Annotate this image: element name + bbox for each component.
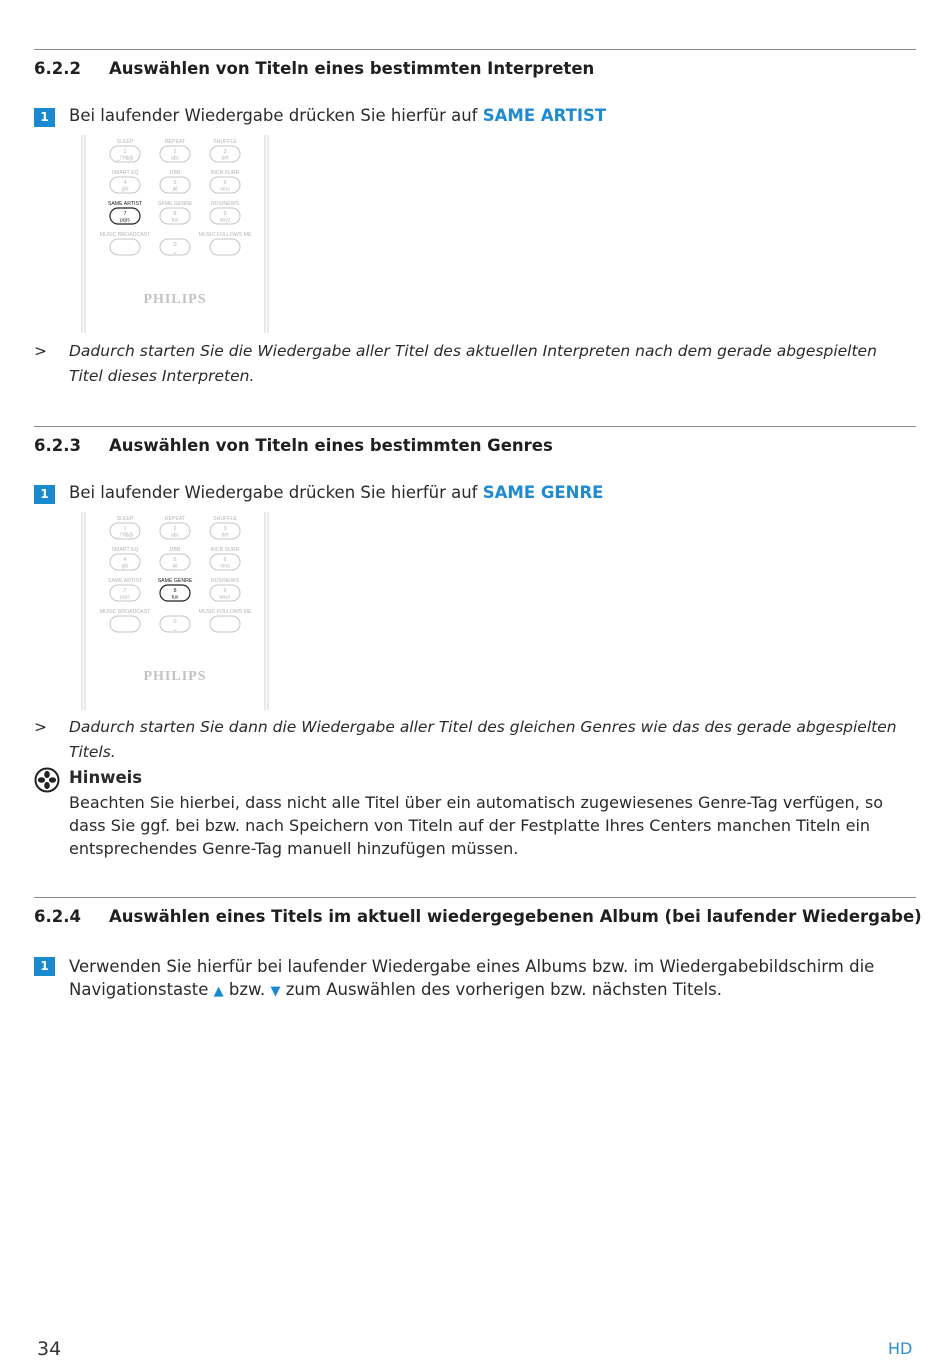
remote-key-label: INCR.SURR	[210, 170, 240, 176]
remote-key-label: MUSIC BROADCAST	[99, 609, 151, 615]
step-result	[34, 339, 909, 389]
remote-key-digit: 0	[173, 242, 177, 248]
remote-key-digit: 4	[123, 557, 127, 563]
remote-key-letters: ␣	[173, 625, 177, 632]
step-text: Bei laufender Wiedergabe drücken Sie hierfür auf	[69, 483, 478, 502]
section-divider	[34, 897, 916, 898]
remote-key-digit: 8	[173, 211, 177, 217]
remote-key	[210, 139, 240, 162]
note-title: Hinweis	[69, 768, 143, 787]
up-arrow-icon: ▲	[213, 984, 224, 999]
remote-key-label: SHUFFLE	[213, 139, 237, 145]
step-result	[34, 715, 909, 765]
section-title: Auswählen von Titeln eines bestimmten Genres	[109, 436, 553, 455]
remote-key	[199, 609, 252, 632]
remote-key-digit: 3	[223, 149, 227, 155]
remote-key-letters: tuv	[171, 594, 179, 601]
remote-key-label: SAME ARTIST	[107, 201, 143, 207]
remote-key-label: SMART EQ	[111, 170, 139, 176]
remote-key-label: REPEAT	[164, 139, 186, 145]
remote-key-letters: _!"#$@	[116, 155, 134, 162]
remote-key-digit: 3	[223, 526, 227, 532]
remote-key-label: SLEEP	[116, 139, 134, 145]
remote-key-digit: 1	[123, 149, 127, 155]
result-marker: >	[34, 718, 47, 736]
remote-key-digit: 6	[223, 557, 227, 563]
remote-key-letters: jkl	[172, 563, 178, 570]
remote-key	[100, 609, 151, 632]
remote-key	[160, 616, 190, 632]
step-text-line-2b: bzw.	[228, 980, 266, 999]
remote-key	[108, 578, 143, 601]
down-arrow-icon: ▼	[270, 984, 281, 999]
remote-key-digit: 2	[173, 526, 177, 532]
remote-key	[210, 516, 240, 539]
result-marker: >	[34, 342, 47, 360]
remote-key	[210, 578, 240, 601]
remote-key-letters: mno	[220, 563, 230, 570]
remote-key-letters: pqrs	[120, 594, 130, 601]
remote-key-letters: abc	[170, 155, 180, 162]
remote-key	[110, 139, 140, 162]
remote-key	[110, 516, 140, 539]
section-heading-6-2-2	[34, 59, 594, 78]
remote-key-letters: ghi	[121, 563, 129, 570]
remote-key-letters: wxyz	[219, 217, 231, 224]
remote-key-label: MUSIC BROADCAST	[99, 232, 151, 238]
remote-key-label: SAME ARTIST	[107, 578, 143, 584]
remote-key-digit: 1	[123, 526, 127, 532]
step-number-badge: 1	[34, 108, 55, 127]
remote-key-label: MUSIC FOLLOWS ME	[198, 609, 252, 615]
section-title: Auswählen eines Titels im aktuell wiedergegebenen Album (bei laufender Wiedergabe)	[109, 907, 922, 926]
section-divider	[34, 426, 916, 427]
remote-key-digit: 5	[173, 557, 177, 563]
remote-key-letters: ghi	[121, 186, 129, 193]
remote-key-label: DBB	[169, 547, 181, 553]
key-name-highlight: SAME ARTIST	[482, 106, 607, 125]
remote-key	[160, 516, 190, 539]
remote-control-illustration	[80, 512, 270, 710]
note-body: Beachten Sie hierbei, dass nicht alle Titel über ein automatisch zugewiesenes Genre-Tag verfügen, so dass Sie ggf. bei bzw. nach Speichern von Titeln auf der Festplatte Ihres Centers manchen Titeln ein entsprechendes Genre-Tag manuell hinzufügen müssen.	[69, 793, 883, 858]
remote-key	[158, 201, 193, 224]
section-divider	[34, 49, 916, 50]
brand-logo: PHILIPS	[143, 292, 207, 307]
remote-key	[160, 139, 190, 162]
remote-key-label: SHUFFLE	[213, 516, 237, 522]
remote-control-illustration	[80, 135, 270, 333]
section-number: 6.2.2	[34, 59, 81, 78]
remote-key-label: INCR.SURR	[210, 547, 240, 553]
remote-key	[160, 170, 190, 193]
remote-key-label: MUSIC FOLLOWS ME	[198, 232, 252, 238]
step-text-line-2c: zum Auswählen des vorherigen bzw. nächsten Titels.	[285, 980, 722, 999]
result-text: Dadurch starten Sie dann die Wiedergabe aller Titel des gleichen Genres wie das des gerade abgespielten Titels.	[69, 718, 897, 761]
key-name-highlight: SAME GENRE	[482, 483, 604, 502]
step-text-line-1: Verwenden Sie hierfür bei laufender Wiedergabe eines Albums bzw. im Wiedergabebildschirm die	[69, 957, 875, 976]
remote-key-digit: 8	[173, 588, 177, 594]
remote-key-letters: def	[221, 155, 229, 162]
remote-key-label: SAME GENRE	[157, 578, 193, 584]
remote-key-label: SMART EQ	[111, 547, 139, 553]
remote-key	[210, 201, 240, 224]
remote-key-digit: 7	[123, 588, 127, 594]
remote-key-letters: _!"#$@	[116, 532, 134, 539]
remote-key	[108, 201, 143, 224]
section-title: Auswählen von Titeln eines bestimmten Interpreten	[109, 59, 595, 78]
remote-key-digit: 0	[173, 619, 177, 625]
remote-key-digit: 4	[123, 180, 127, 186]
remote-key-letters: jkl	[172, 186, 178, 193]
step-text-line-2a: Navigationstaste	[69, 980, 209, 999]
remote-key-letters: wxyz	[219, 594, 231, 601]
remote-key-letters: abc	[170, 532, 180, 539]
section-heading-6-2-4	[34, 907, 922, 926]
section-number: 6.2.3	[34, 436, 81, 455]
result-text: Dadurch starten Sie die Wiedergabe aller Titel des aktuellen Interpreten nach dem gerade abgespielten Titel dieses Interpreten.	[69, 342, 877, 385]
remote-key	[110, 170, 140, 193]
step-text: Bei laufender Wiedergabe drücken Sie hierfür auf	[69, 106, 478, 125]
remote-key-label: SAME GENRE	[157, 201, 193, 207]
remote-key-label: RDS/NEWS	[211, 578, 239, 584]
remote-key-letters: pqrs	[120, 217, 130, 224]
remote-key-label: DBB	[169, 170, 181, 176]
remote-key	[160, 547, 190, 570]
step-number-badge: 1	[34, 957, 55, 976]
page-number: 34	[37, 1338, 62, 1360]
note-icon	[34, 767, 60, 793]
remote-key	[158, 578, 193, 601]
remote-key-digit: 9	[223, 588, 227, 594]
remote-key	[210, 170, 240, 193]
remote-key-digit: 2	[173, 149, 177, 155]
remote-key-digit: 5	[173, 180, 177, 186]
step-number-badge: 1	[34, 485, 55, 504]
remote-key-digit: 7	[123, 211, 127, 217]
remote-key-letters: ␣	[173, 248, 177, 255]
remote-key	[199, 232, 252, 255]
remote-key-letters: tuv	[171, 217, 179, 224]
language-code: HD	[888, 1339, 913, 1358]
remote-key	[110, 547, 140, 570]
remote-key-digit: 9	[223, 211, 227, 217]
remote-key-letters: mno	[220, 186, 230, 193]
brand-logo: PHILIPS	[143, 669, 207, 684]
remote-key	[160, 239, 190, 255]
remote-key-label: SLEEP	[116, 516, 134, 522]
remote-key-digit: 6	[223, 180, 227, 186]
remote-key-label: REPEAT	[164, 516, 186, 522]
remote-key-letters: def	[221, 532, 229, 539]
remote-key	[100, 232, 151, 255]
section-number: 6.2.4	[34, 907, 81, 926]
remote-key-label: RDS/NEWS	[211, 201, 239, 207]
remote-key	[210, 547, 240, 570]
section-heading-6-2-3	[34, 436, 553, 455]
